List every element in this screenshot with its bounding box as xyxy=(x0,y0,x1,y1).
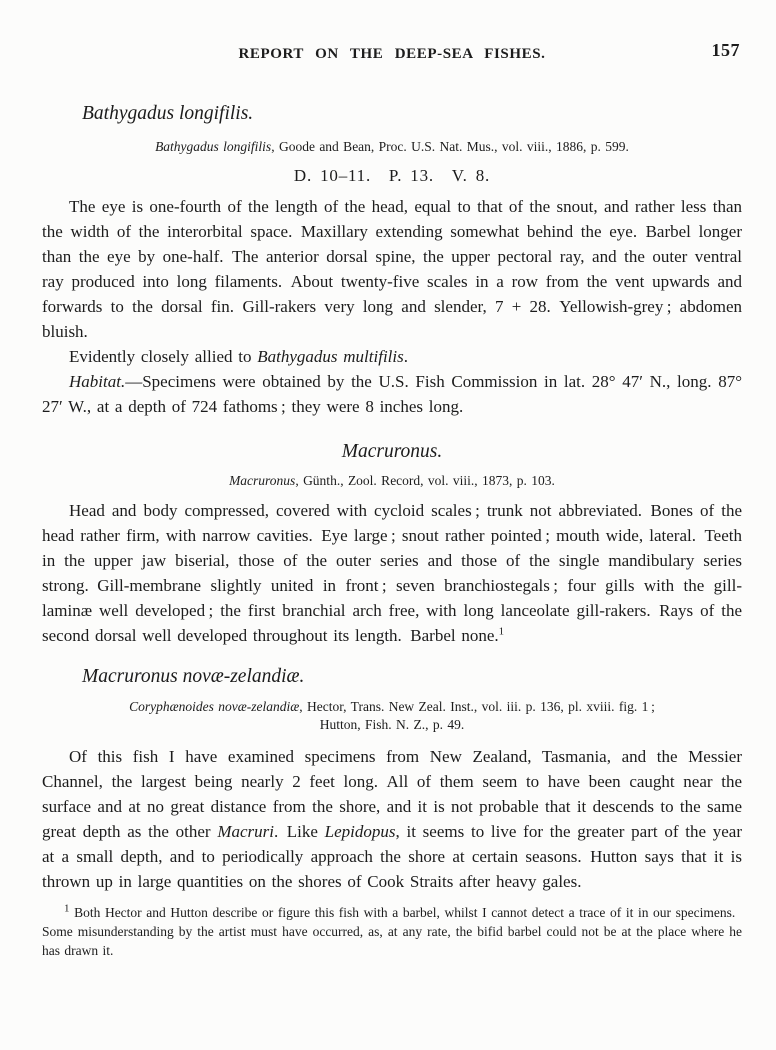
text-run: . Like xyxy=(274,822,325,841)
synonymy-macruronus-novae-zelandiae xyxy=(42,698,742,733)
paragraph-affinity xyxy=(42,344,742,369)
footnote xyxy=(42,903,742,960)
text-run: Both Hector and Hutton describe or figure this fish with a barbel, whilst I cannot detect a trace of it in our specimens. Some misunderstanding by the artist must have occurred, as, at any rate, the bifid barbel could not be at the place where he has drawn it. xyxy=(42,905,742,958)
synonymy-macruronus xyxy=(42,472,742,490)
running-header-title: REPORT ON THE DEEP-SEA FISHES. xyxy=(238,46,546,62)
text-run: D. 10–11. P. 13. V. 8. xyxy=(293,165,491,185)
text-run: , Günth., Zool. Record, vol. viii., 1873, p. 103. xyxy=(295,472,555,488)
italic-text-run: Bathygadus longifilis. xyxy=(82,103,254,124)
italic-text-run: Coryphænoides novæ-zelandiæ xyxy=(129,699,300,714)
italic-text-run: Macruronus novæ-zelandiæ. xyxy=(82,666,305,687)
text-run: The eye is one-fourth of the length of the head, equal to that of the snout, and rather less than the width of the interorbital space. Maxillary extending somewhat behind the eye. Barbel longer than the eye by one-half. The anterior dorsal spine, the upper pectoral ray, and the outer ventral ray produced into long filaments. About twenty-five scales in a row from the vent upwards and forwards to the dorsal fin. Gill-rakers very long and slender, 7 + 28. Yellowish-grey ; abdomen bluish. xyxy=(42,196,742,341)
text-run: , Hector, Trans. New Zeal. Inst., vol. iii. p. 136, pl. xviii. fig. 1 ; xyxy=(299,699,655,714)
italic-text-run: Habitat. xyxy=(69,371,126,391)
paragraph-description xyxy=(42,194,742,344)
genus-heading-macruronus xyxy=(42,440,742,464)
text-run: —Specimens were obtained by the U.S. Fish Commission in lat. 28° 47′ N., long. 87° 27′ W., at a depth of 724 fathoms ; they were 8 inches long. xyxy=(42,371,742,416)
paragraph-distribution xyxy=(42,744,742,894)
fin-formula xyxy=(42,165,742,187)
paragraph-genus-description xyxy=(42,498,742,648)
italic-text-run: Bathygadus longifilis xyxy=(155,139,272,154)
italic-text-run: Macruri xyxy=(217,822,274,841)
page-number: 157 xyxy=(711,40,740,60)
text-run: Hutton, Fish. N. Z., p. 49. xyxy=(319,716,465,732)
italic-text-run: Bathygadus multifilis xyxy=(257,346,404,366)
text-run: Evidently closely allied to xyxy=(69,346,258,366)
italic-text-run: Macruronus xyxy=(229,472,296,488)
page-content xyxy=(42,102,742,960)
synonymy-bathygadus-longifilis xyxy=(42,138,742,156)
footnote-marker: 1 xyxy=(498,625,505,638)
paragraph-habitat xyxy=(42,369,742,419)
text-run: Of this fish I have examined specimens from New Zealand, Tasmania, and the Messier Channel, the largest being nearly 2 feet long. All of them seem to have been caught near the surface and at no great distance from the shore, and it is not probable that it descends to the same great depth as the other xyxy=(42,747,742,841)
italic-text-run: Macruronus. xyxy=(341,440,443,462)
species-heading-bathygadus-longifilis xyxy=(42,102,742,126)
footnote-marker: 1 xyxy=(64,902,70,915)
italic-text-run: Lepidopus xyxy=(324,822,396,841)
text-run: Head and body compressed, covered with cycloid scales ; trunk not abbreviated. Bones of the head rather firm, with narrow cavities. Eye large ; snout rather pointed ; mouth wide, lateral. Teeth in the upper jaw biserial, those of the outer series and those of the single mandibulary series strong. Gill-membrane slightly united in front ; seven branchiostegals ; four gills with the gill-laminæ well developed ; the first branchial arch free, with long lanceolate gill-rakers. Rays of the second dorsal well developed throughout its length. Barbel none. xyxy=(42,501,742,645)
text-run: , it seems to live for the greater part of the year at a small depth, and to periodically approach the shore at certain seasons. Hutton says that it is thrown up in large quantities on the shores of Cook Straits after heavy gales. xyxy=(42,822,743,891)
species-heading-macruronus-novae-zelandiae xyxy=(42,665,742,689)
text-run: . xyxy=(403,346,408,366)
text-run: , Goode and Bean, Proc. U.S. Nat. Mus., vol. viii., 1886, p. 599. xyxy=(271,139,629,154)
